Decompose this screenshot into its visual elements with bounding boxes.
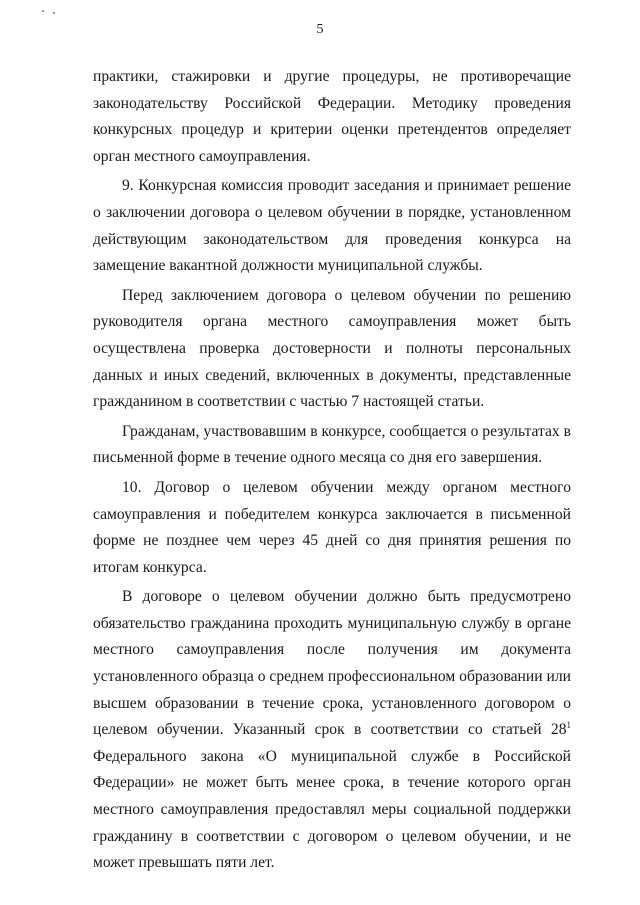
- paragraph-4: 10. Договор о целевом обучении между органом местного самоуправления и победителем конкурса заключается в письменной форме не позднее чем через 45 дней со дня принятия решения по итогам конкурса.: [93, 478, 571, 576]
- paragraph-1: 9. Конкурсная комиссия проводит заседания и принимает решение о заключении договора о целевом обучении в порядке, установленном действующим законодательством для проведения конкурса на замещение вакантной должности муниципальной службы.: [93, 177, 571, 275]
- paragraph-0: практики, стажировки и другие процедуры, не противоречащие законодательству Российской Федерации. Методику проведения конкурсных процедур и критерии оценки претендентов определяет орган местного самоуправления.: [93, 68, 571, 165]
- scan-speck: [53, 12, 55, 14]
- paragraph-5: [93, 584, 571, 877]
- scan-speck: [42, 10, 44, 12]
- paragraph-2: Перед заключением договора о целевом обучении по решению руководителя органа местного самоуправления может быть осуществлена проверка достоверности и полноты персональных данных и иных сведений, включенных в документы, представленные гражданином в соответствии с частью 7 настоящей статьи.: [93, 286, 571, 411]
- paragraph-3: Гражданам, участвовавшим в конкурсе, сообщается о результатах в письменной форме в течение одного месяца со дня его завершения.: [93, 422, 571, 467]
- paragraph-5-text-before: В договоре о целевом обучении должно быть предусмотрено обязательство гражданина проходить муниципальную службу в органе местного самоуправления после получения им документа установленного образца о среднем профессиональном образовании или высшем образовании в течение срока, установленного договором о целевом обучении. Указанный срок в соответствии со статьей 28: [93, 588, 571, 739]
- page-number: 5: [316, 22, 324, 37]
- document-body: [93, 64, 571, 877]
- article-superscript: 1: [566, 720, 571, 731]
- paragraph-5-text-after: Федерального закона «О муниципальной службе в Российской Федерации» не может быть менее срока, в течение которого орган местного самоуправления предоставлял меры социальной поддержки гражданину в соответствии с договором о целевом обучении, и не может превышать пяти лет.: [93, 747, 571, 872]
